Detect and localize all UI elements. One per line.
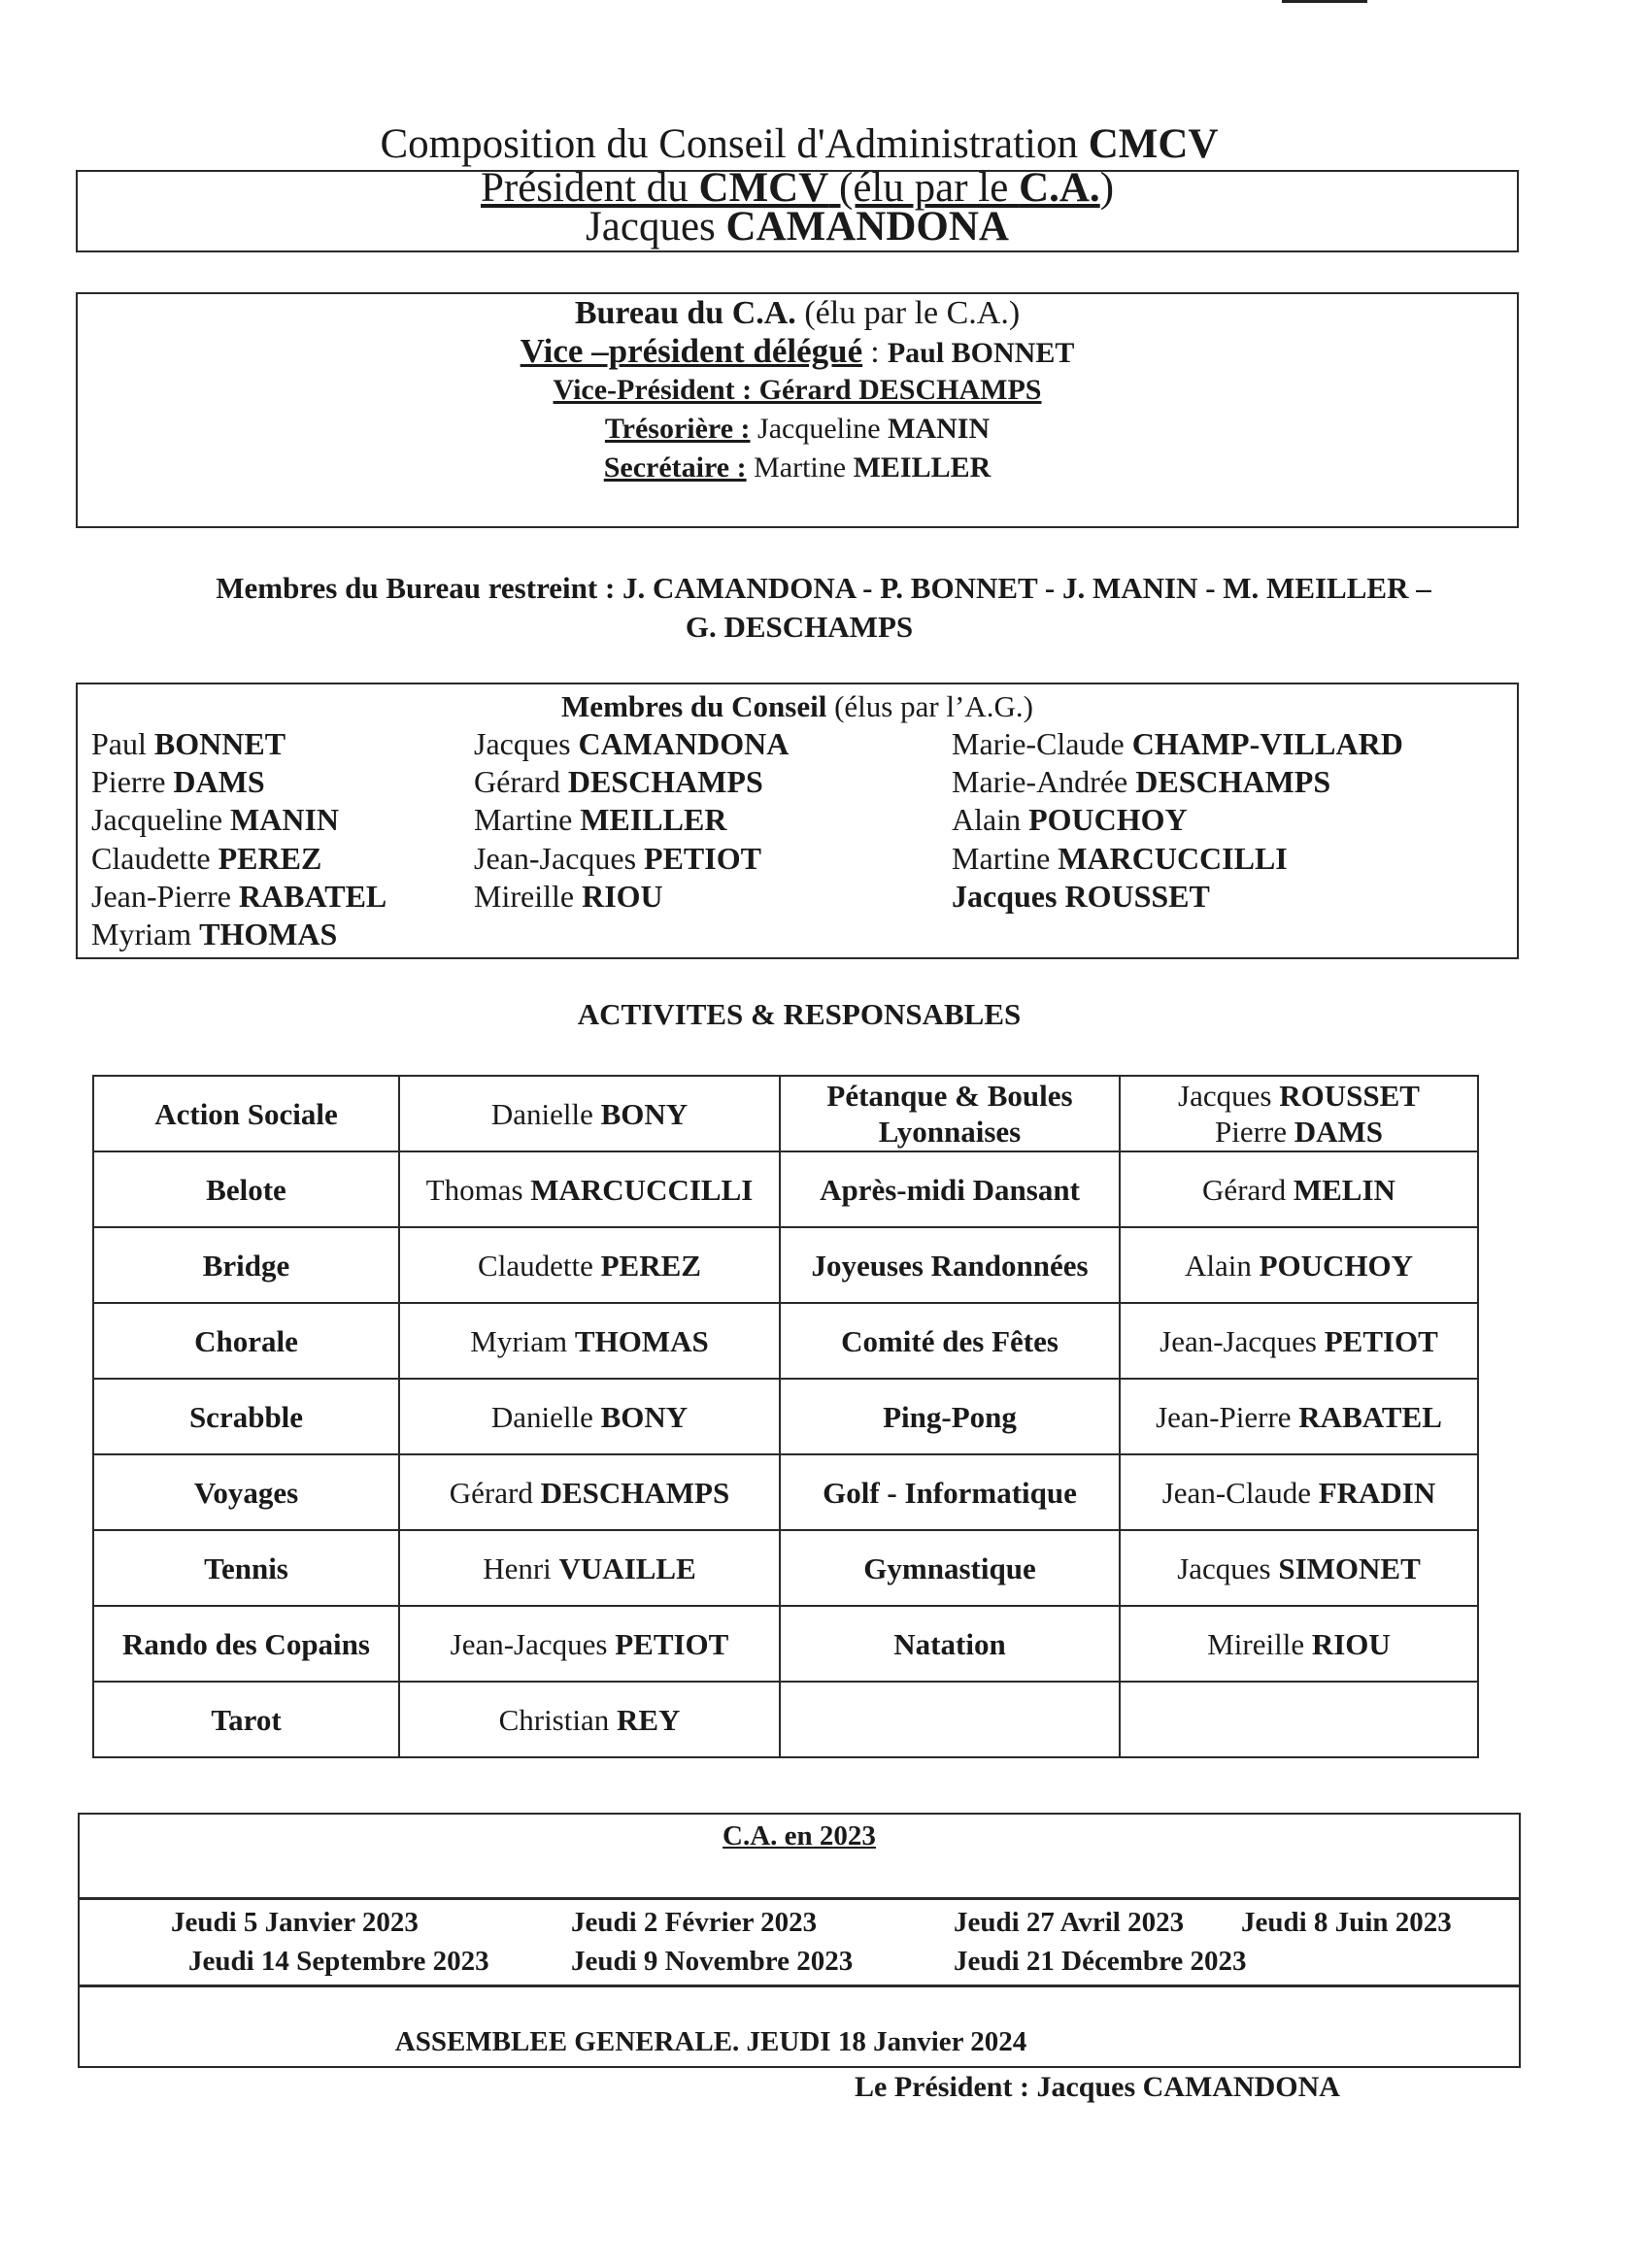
member-last: DAMS [173, 764, 265, 800]
responsable-cell [399, 1606, 780, 1682]
responsable-cell [1120, 1076, 1478, 1151]
title-part: Composition du [380, 121, 659, 167]
responsable-last: DESCHAMPS [540, 1475, 730, 1510]
activity-label: Action Sociale [154, 1096, 338, 1131]
activity-cell [93, 1379, 399, 1454]
responsable-first: Thomas [425, 1172, 531, 1207]
member-last: RABATEL [238, 878, 387, 914]
activity-label: Après-midi Dansant [820, 1172, 1080, 1207]
ca-date: Jeudi 8 Juin 2023 [1241, 1907, 1452, 1938]
member-first: Jean-Jacques [474, 840, 645, 876]
member-last: MEILLER [580, 802, 727, 838]
activity-cell [93, 1682, 399, 1757]
responsable-first: Mireille [1207, 1626, 1312, 1661]
activity-label: Tarot [211, 1702, 282, 1737]
responsable-first: Jean-Jacques [1160, 1323, 1325, 1358]
responsable-cell [399, 1379, 780, 1454]
title-org: CMCV [1088, 121, 1219, 167]
member-last: CAMANDONA [578, 726, 790, 761]
ca-date: Jeudi 9 Novembre 2023 [571, 1946, 854, 1977]
president-org: CMCV [698, 165, 829, 211]
activity-row [93, 1303, 1478, 1379]
conseil-heading-rest: (élus par l’A.G.) [826, 689, 1033, 723]
responsable-first: Gérard [449, 1475, 541, 1510]
president-name [78, 204, 1517, 250]
responsable-last: REY [616, 1702, 681, 1737]
activity-label: Belote [206, 1172, 286, 1207]
member [91, 840, 387, 878]
member-last: POUCHOY [1028, 802, 1188, 838]
activities-title: ACTIVITES & RESPONSABLES [577, 997, 1022, 1031]
activity-label: Joyeuses Randonnées [811, 1248, 1089, 1283]
activity-cell [780, 1303, 1120, 1379]
activity-cell [780, 1379, 1120, 1454]
member [474, 840, 789, 878]
responsable-last: BONY [600, 1399, 689, 1434]
member-last: CHAMP-VILLARD [1131, 726, 1403, 761]
ca-date: Jeudi 2 Février 2023 [571, 1907, 818, 1938]
signature-name: Jacques CAMANDONA [1028, 2071, 1340, 2103]
member-first: Mireille [474, 878, 583, 914]
assemblee-generale: ASSEMBLEE GENERALE. JEUDI 18 Janvier 2024 [394, 2026, 1027, 2057]
signature [855, 2071, 1340, 2104]
activity-row [93, 1151, 1478, 1227]
activity-cell [93, 1151, 399, 1227]
activities-table [92, 1075, 1479, 1758]
activity-label: Tennis [204, 1551, 288, 1585]
conseil-col-1 [91, 725, 387, 953]
member-last: RIOU [582, 878, 663, 914]
activity-cell [780, 1454, 1120, 1530]
president-last: CAMANDONA [725, 204, 1009, 250]
activity-label: Comité des Fêtes [841, 1323, 1059, 1358]
member-first: Jacqueline [91, 802, 231, 838]
ca-date: Jeudi 21 Décembre 2023 [954, 1946, 1247, 1977]
tresoriere-line [78, 410, 1517, 449]
responsable-cell [1120, 1303, 1478, 1379]
responsable-last: FRADIN [1318, 1475, 1436, 1510]
responsable-last: VUAILLE [558, 1551, 696, 1585]
president-ca: C.A. [1019, 165, 1100, 211]
responsable-cell [399, 1303, 780, 1379]
page-title [0, 122, 1598, 167]
activity-row [93, 1530, 1478, 1606]
restreint-line-2: G. DESCHAMPS [685, 610, 914, 644]
activity-row [93, 1606, 1478, 1682]
member-last: MARCUCCILLI [1058, 840, 1288, 876]
responsable-first: Jacques [1178, 1079, 1280, 1113]
conseil-heading [78, 689, 1517, 724]
responsable-first: Danielle [490, 1399, 601, 1434]
responsable-last: SIMONET [1278, 1551, 1421, 1585]
top-edge-mark [1282, 0, 1367, 3]
responsable-last: THOMAS [574, 1323, 709, 1358]
responsable-first: Jean-Pierre [1156, 1399, 1299, 1434]
activity-label: Bridge [202, 1248, 290, 1283]
member-last: MANIN [230, 802, 340, 838]
activity-label: Scrabble [188, 1399, 304, 1434]
responsable-last: MELIN [1293, 1172, 1395, 1207]
member [952, 840, 1403, 878]
responsable-cell [399, 1227, 780, 1303]
conseil-heading-bold: Membres du Conseil [561, 689, 827, 723]
responsable-cell [399, 1454, 780, 1530]
responsable-first: Jean-Claude [1161, 1475, 1319, 1510]
responsable-first: Myriam [470, 1323, 575, 1358]
vp-delegue-sep: : [862, 335, 888, 370]
bureau-heading-rest: (élu par le C.A.) [795, 295, 1021, 331]
responsable-cell [399, 1076, 780, 1151]
secretaire-line [78, 449, 1517, 487]
responsable-last: PETIOT [1324, 1323, 1438, 1358]
member [474, 725, 789, 763]
activity-cell [780, 1682, 1120, 1757]
member [474, 763, 789, 801]
member [91, 725, 387, 763]
responsable-first: Christian [498, 1702, 617, 1737]
responsable-cell [1120, 1151, 1478, 1227]
ca-title-box [78, 1813, 1521, 1899]
member-last: PEREZ [218, 840, 322, 876]
member-first: Paul [91, 726, 154, 761]
member-first: Jacques [474, 726, 579, 761]
member [474, 801, 789, 839]
responsable-last: RABATEL [1298, 1399, 1442, 1434]
responsable-cell [1120, 1379, 1478, 1454]
ca-date: Jeudi 14 Septembre 2023 [188, 1946, 489, 1977]
activity-row [93, 1682, 1478, 1757]
responsable-cell [399, 1151, 780, 1227]
activity-row [93, 1227, 1478, 1303]
ca-title: C.A. en 2023 [723, 1820, 876, 1851]
responsable-last: BONY [600, 1096, 689, 1131]
activity-row [93, 1454, 1478, 1530]
activity-cell [93, 1227, 399, 1303]
responsable-cell [1120, 1530, 1478, 1606]
responsable-last: ROUSSET [1279, 1079, 1420, 1113]
member-first: Marie-Claude [952, 726, 1132, 761]
responsable-first: Claudette [478, 1248, 601, 1283]
member [91, 801, 387, 839]
activity-cell [780, 1606, 1120, 1682]
member-first: Marie-Andrée [952, 764, 1136, 800]
activity-cell [93, 1606, 399, 1682]
secretaire-label: Secrétaire : [603, 451, 747, 484]
conseil-col-3 [952, 725, 1403, 916]
activity-label: Golf - Informatique [823, 1475, 1077, 1510]
vp-line [78, 371, 1517, 410]
tresoriere-last: MANIN [888, 413, 991, 445]
member-first: Martine [952, 840, 1059, 876]
responsable-first: Danielle [490, 1096, 601, 1131]
tresoriere-label: Trésorière : [604, 413, 751, 445]
member-last: DESCHAMPS [1135, 764, 1331, 800]
president-first: Jacques [586, 204, 726, 250]
member [952, 763, 1403, 801]
vp-label: Vice-Président : Gérard DESCHAMPS [553, 374, 1042, 406]
member-last: PETIOT [644, 840, 761, 876]
title-part: Administration [824, 121, 1078, 167]
bureau-restreint [0, 569, 1647, 647]
activity-row [93, 1076, 1478, 1151]
responsable-cell [1120, 1227, 1478, 1303]
activity-cell [93, 1303, 399, 1379]
assemblee-box [78, 1985, 1521, 2068]
member-first: Gérard [474, 764, 568, 800]
responsable-cell [399, 1682, 780, 1757]
responsable-last: RIOU [1311, 1626, 1391, 1661]
activity-cell [93, 1454, 399, 1530]
secretaire-first: Martine [746, 451, 854, 484]
signature-label: Le Président : [855, 2071, 1029, 2103]
activity-label: Pétanque & Boules Lyonnaises [826, 1079, 1073, 1149]
member [952, 801, 1403, 839]
president-heading [78, 165, 1517, 211]
responsable-last: POUCHOY [1259, 1248, 1414, 1283]
activity-cell [780, 1227, 1120, 1303]
member-first: Myriam [91, 917, 200, 952]
member-first: Claudette [91, 840, 218, 876]
member [91, 763, 387, 801]
bureau-heading [78, 294, 1517, 333]
activity-label: Ping-Pong [883, 1399, 1017, 1434]
responsable-first: Gérard [1202, 1172, 1294, 1207]
activity-cell [93, 1076, 399, 1151]
responsable-cell [1120, 1454, 1478, 1530]
ca-date: Jeudi 5 Janvier 2023 [171, 1907, 419, 1938]
member-first: Jacques ROUSSET [952, 878, 1210, 914]
president-box [76, 165, 1519, 252]
member [91, 916, 387, 953]
activity-cell [780, 1151, 1120, 1227]
responsable-first: Alain [1184, 1248, 1260, 1283]
president-label: Président du [480, 165, 699, 211]
activity-cell [780, 1530, 1120, 1606]
ca-dates-box [78, 1898, 1521, 1986]
activity-label: Voyages [193, 1475, 299, 1510]
conseil-col-2 [474, 725, 789, 916]
activity-cell [780, 1076, 1120, 1151]
vp-delegue-name: Paul BONNET [887, 337, 1075, 369]
responsable-first: Henri [483, 1551, 559, 1585]
activity-label: Chorale [194, 1323, 298, 1358]
member [91, 878, 387, 916]
member [952, 878, 1403, 916]
title-part: d' [786, 121, 825, 167]
responsable-last: DAMS [1294, 1115, 1384, 1149]
responsable-last: PEREZ [600, 1248, 701, 1283]
member-first: Pierre [91, 764, 174, 800]
responsable-first: Jacques [1177, 1551, 1279, 1585]
conseil-box [76, 683, 1519, 959]
member [474, 878, 789, 916]
president-elected: (élu par le [828, 165, 1020, 211]
title-part: Conseil [658, 121, 787, 167]
vp-delegue-label: Vice –président délégué [520, 332, 863, 370]
responsable-cell [399, 1530, 780, 1606]
president-close: ) [1099, 165, 1115, 211]
ca-date: Jeudi 27 Avril 2023 [954, 1907, 1185, 1938]
tresoriere-first: Jacqueline [750, 413, 889, 445]
activity-cell [93, 1530, 399, 1606]
responsable-cell [1120, 1606, 1478, 1682]
responsable-last: MARCUCCILLI [530, 1172, 754, 1207]
responsable-first: Jean-Jacques [450, 1626, 616, 1661]
activity-label: Rando des Copains [122, 1626, 370, 1661]
member-last: BONNET [153, 726, 286, 761]
member [952, 725, 1403, 763]
member-first: Martine [474, 802, 581, 838]
secretaire-last: MEILLER [853, 451, 992, 484]
member-first: Alain [952, 802, 1029, 838]
bureau-box [76, 292, 1519, 528]
activity-row [93, 1379, 1478, 1454]
responsable-first: Pierre [1214, 1115, 1294, 1149]
responsable-cell [1120, 1682, 1478, 1757]
activity-label: Gymnastique [863, 1551, 1036, 1585]
activity-label: Natation [893, 1626, 1006, 1661]
member-last: DESCHAMPS [567, 764, 763, 800]
member-first: Jean-Pierre [91, 878, 239, 914]
restreint-line-1: Membres du Bureau restreint : J. CAMANDONA - P. BONNET - J. MANIN - M. MEILLER – [216, 571, 1431, 605]
member-last: THOMAS [199, 917, 338, 952]
responsable-last: PETIOT [615, 1626, 729, 1661]
bureau-heading-bold: Bureau du C.A. [574, 295, 796, 331]
